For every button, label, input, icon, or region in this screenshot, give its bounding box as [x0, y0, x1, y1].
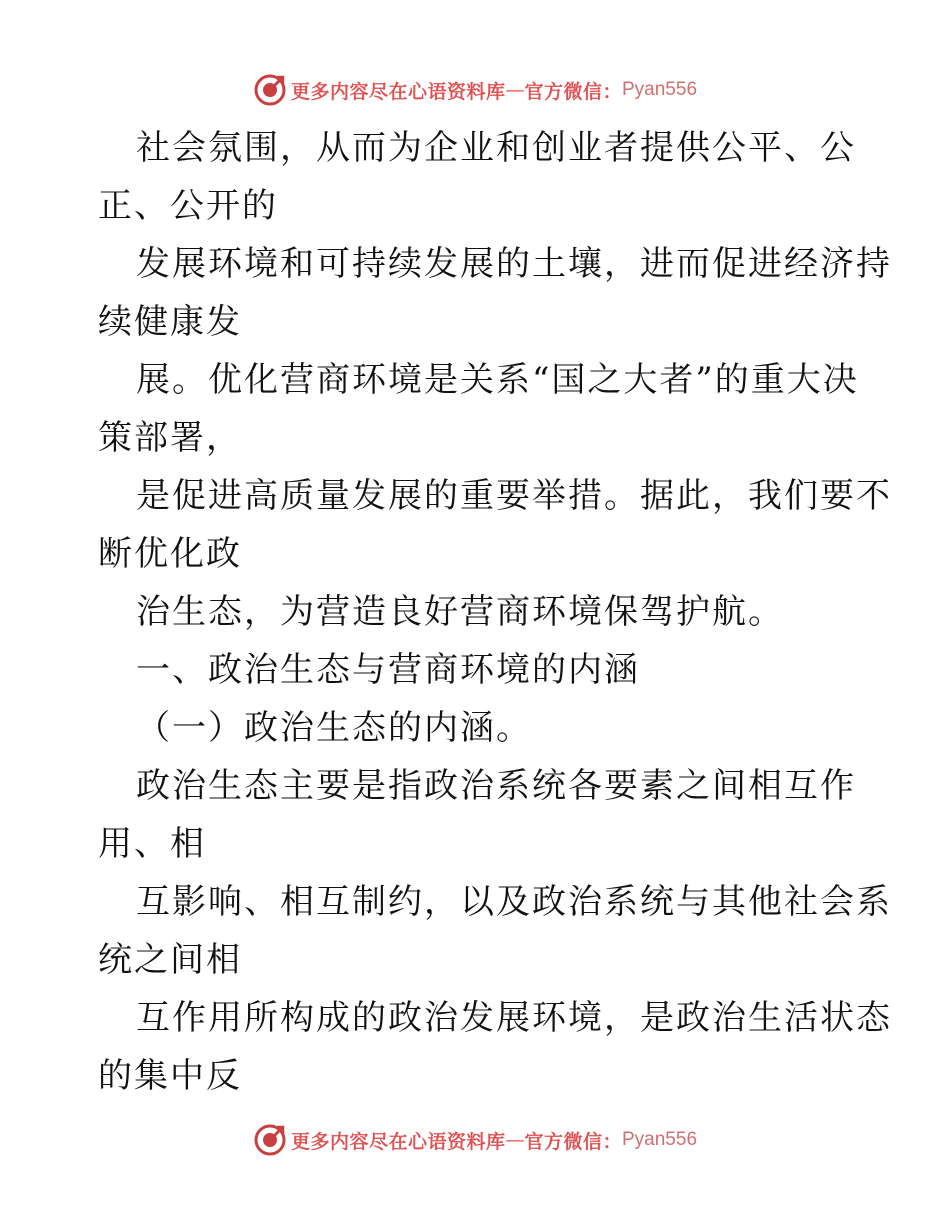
text-line: 正、公开的	[98, 186, 278, 226]
header-separator: —	[505, 79, 525, 101]
text-line: 是促进高质量发展的重要举措。据此，我们要不	[136, 476, 892, 516]
footer-site-text: 更多内容尽在心语资料库	[290, 1130, 506, 1153]
logo-icon	[253, 1123, 287, 1157]
header-wechat-id: Pyan556	[622, 79, 698, 100]
section-heading: 一、政治生态与营商环境的内涵	[136, 650, 640, 690]
text-line: 策部署，	[98, 418, 242, 458]
text-line: 政治生态主要是指政治系统各要素之间相互作	[136, 766, 856, 806]
document-body	[98, 119, 892, 1105]
header-wechat-label: 官方微信：	[524, 80, 622, 103]
text-line: 展。优化营商环境是关系“国之大者”的重大决	[136, 360, 859, 400]
text-line: 用、相	[98, 824, 206, 864]
footer-banner	[0, 1120, 950, 1160]
text-line: 发展环境和可持续发展的土壤，进而促进经济持	[136, 244, 892, 284]
header-banner	[0, 70, 950, 110]
footer-wechat-id: Pyan556	[622, 1129, 698, 1150]
footer-wechat-label: 官方微信：	[524, 1130, 622, 1153]
footer-separator: —	[505, 1129, 525, 1151]
text-line: 互作用所构成的政治发展环境，是政治生活状态	[136, 998, 892, 1038]
logo-icon	[253, 73, 287, 107]
text-line: 社会氛围，从而为企业和创业者提供公平、公	[136, 128, 856, 168]
text-line: 断优化政	[98, 534, 242, 574]
text-line: 统之间相	[98, 940, 242, 980]
text-line: 的集中反	[98, 1056, 242, 1096]
text-line: 续健康发	[98, 302, 242, 342]
text-line: 互影响、相互制约，以及政治系统与其他社会系	[136, 882, 892, 922]
header-site-text: 更多内容尽在心语资料库	[290, 80, 506, 103]
subsection-heading: （一）政治生态的内涵。	[136, 708, 532, 748]
text-line: 治生态，为营造良好营商环境保驾护航。	[136, 592, 784, 632]
